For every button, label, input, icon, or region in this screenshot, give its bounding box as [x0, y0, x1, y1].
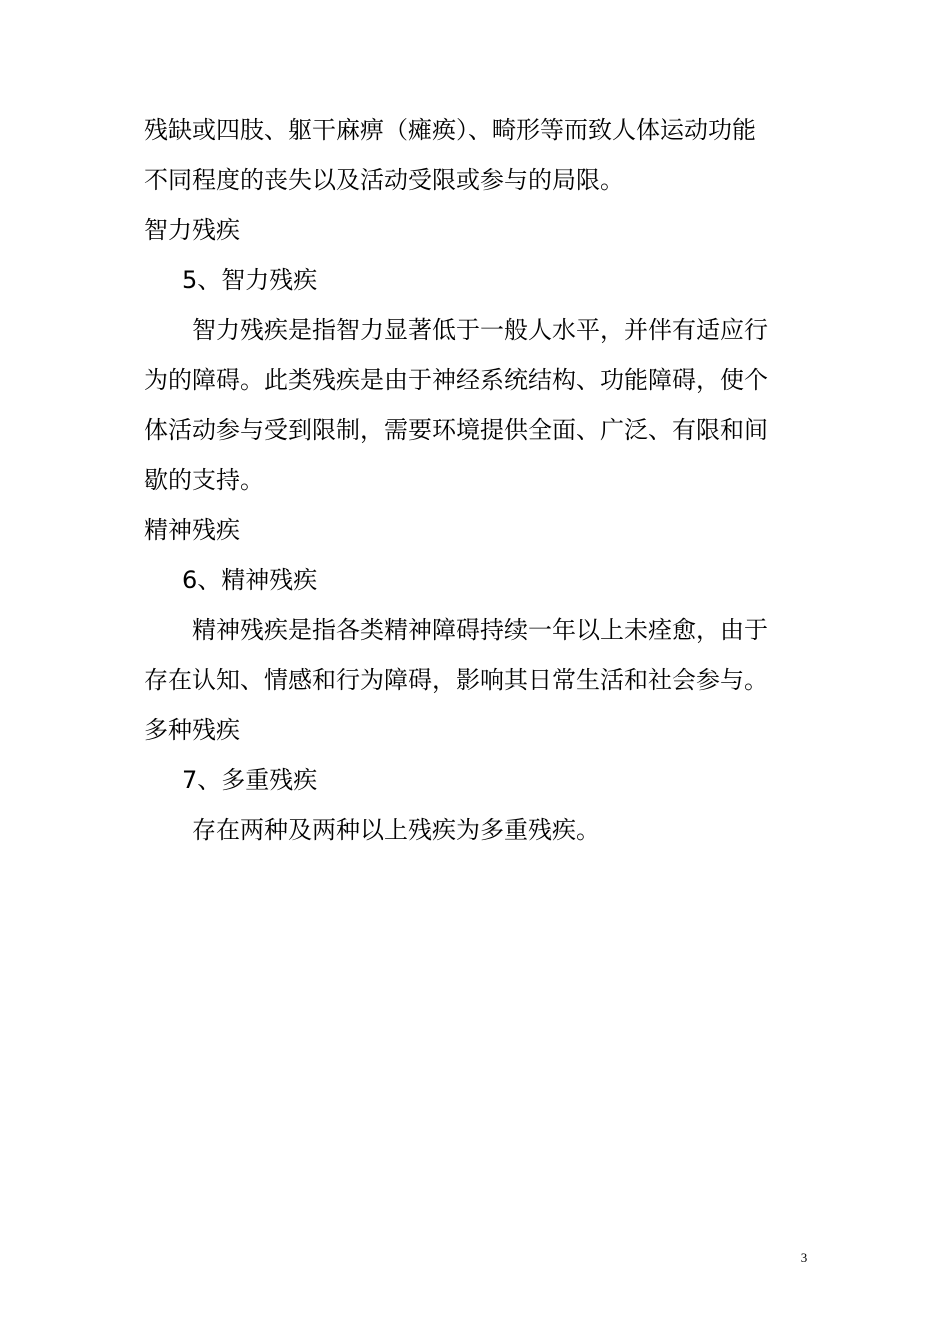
paragraph-intellectual-line: 体活动参与受到限制，需要环境提供全面、广泛、有限和间 — [144, 416, 768, 444]
paragraph-intellectual-line: 智力残疾是指智力显著低于一般人水平，并伴有适应行 — [192, 316, 768, 344]
section-heading-intellectual: 智力残疾 — [144, 216, 240, 244]
section-heading-mental: 精神残疾 — [144, 516, 240, 544]
paragraph-multiple-line: 存在两种及两种以上残疾为多重残疾。 — [192, 816, 600, 844]
paragraph-mental-line: 精神残疾是指各类精神障碍持续一年以上未痊愈，由于 — [192, 616, 768, 644]
paragraph-continuation-line: 残缺或四肢、躯干麻痹（瘫痪）、畸形等而致人体运动功能 — [144, 116, 756, 144]
numbered-heading-5: 5、智力残疾 — [182, 266, 318, 294]
paragraph-intellectual-line: 为的障碍。此类残疾是由于神经系统结构、功能障碍，使个 — [144, 366, 768, 394]
section-heading-multiple: 多种残疾 — [144, 716, 240, 744]
paragraph-continuation-line: 不同程度的丧失以及活动受限或参与的局限。 — [144, 166, 624, 194]
numbered-heading-7: 7、多重残疾 — [182, 766, 318, 794]
numbered-heading-6: 6、精神残疾 — [182, 566, 318, 594]
paragraph-mental-line: 存在认知、情感和行为障碍，影响其日常生活和社会参与。 — [144, 666, 768, 694]
paragraph-intellectual-line: 歇的支持。 — [144, 466, 264, 494]
document-body — [144, 105, 812, 855]
page-number: 3 — [800, 1250, 808, 1265]
